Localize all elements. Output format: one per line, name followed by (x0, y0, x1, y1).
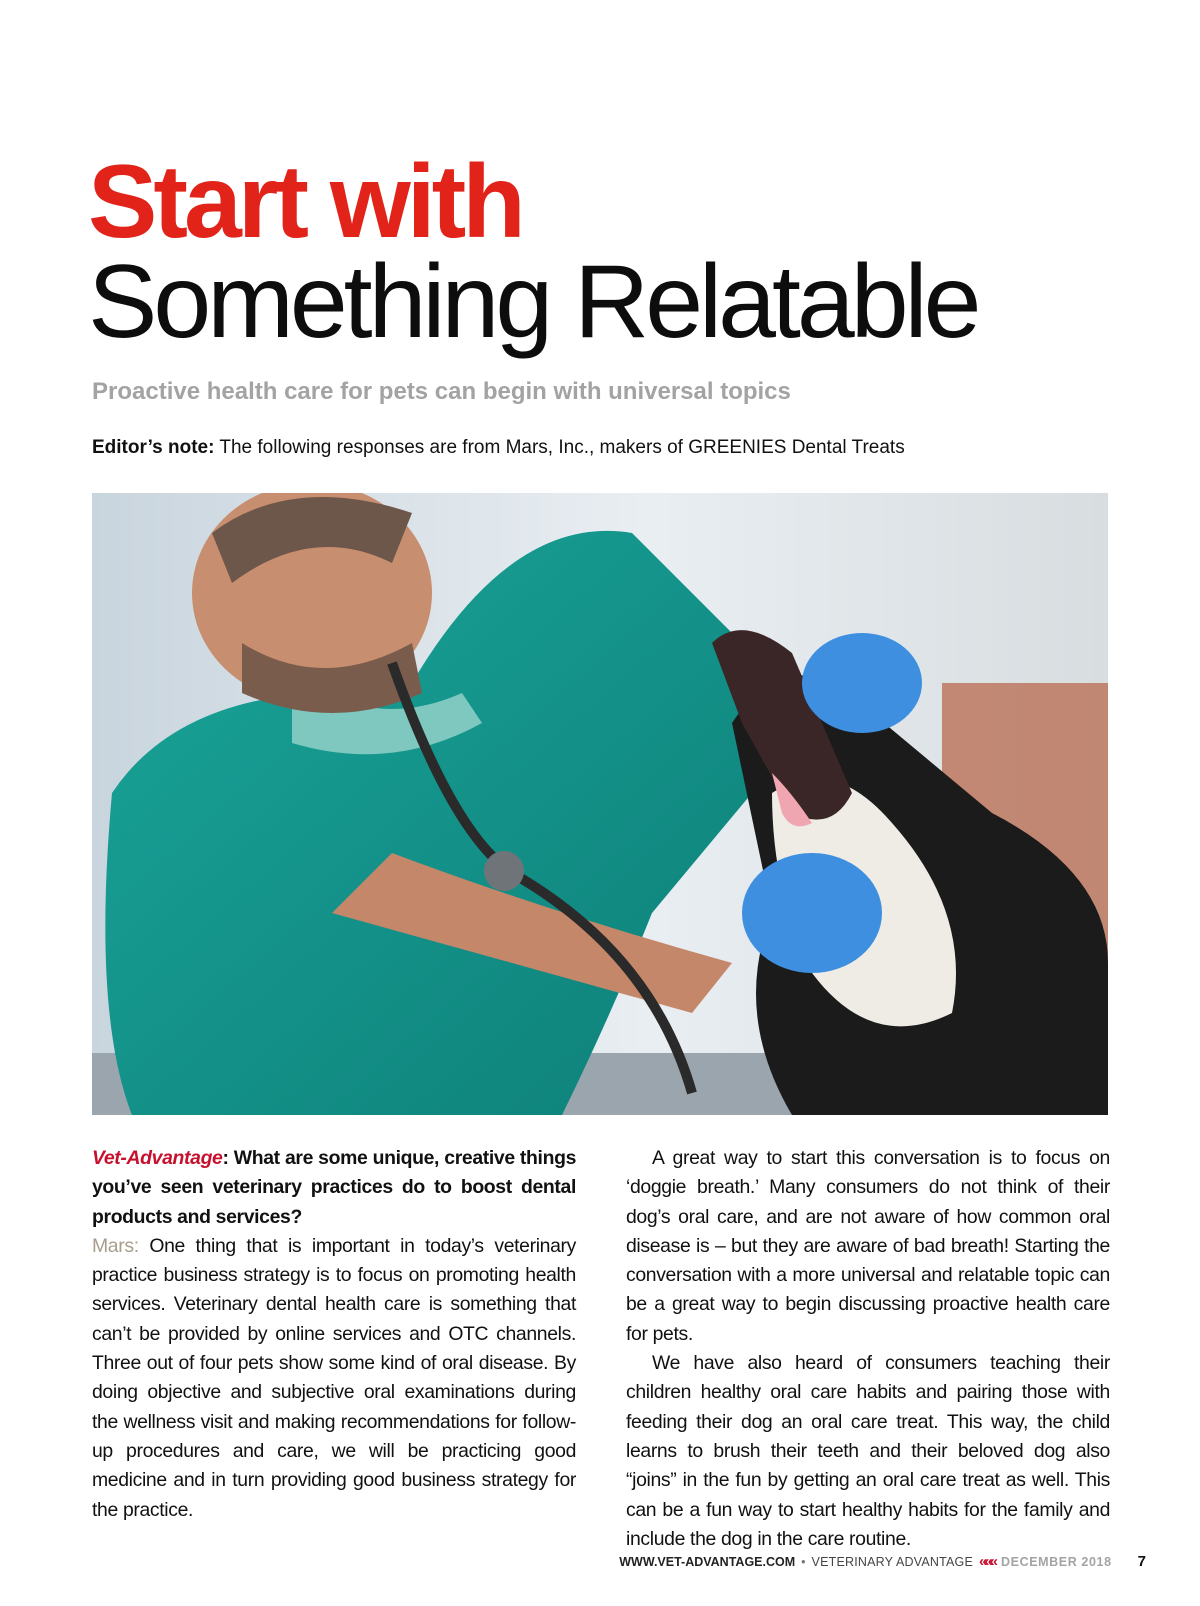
article-paragraph: We have also heard of consumers teaching their children healthy oral care habits and pairing those with feeding their dog an oral care treat. This way, the child learns to brush their teeth and their beloved dog also “joins” in the fun by getting an oral care treat as well. This can be a fun way to start healthy habits for the family and include the dog in the care routine. (626, 1352, 1110, 1550)
feature-photo (92, 493, 1108, 1115)
answer-paragraph (92, 1232, 576, 1525)
chevron-left-icon: ««« (979, 1553, 996, 1570)
article-column-left (92, 1144, 576, 1525)
headline-line-2: Something Relatable (88, 244, 978, 360)
editor-note (92, 437, 905, 459)
footer-publication: VETERINARY ADVANTAGE (811, 1554, 973, 1569)
editor-note-text: The following responses are from Mars, Inc., makers of GREENIES Dental Treats (214, 437, 905, 458)
page-number: 7 (1137, 1553, 1146, 1570)
footer-separator: • (801, 1554, 806, 1569)
question-paragraph (92, 1144, 576, 1232)
headline (88, 144, 978, 360)
page-footer (619, 1553, 1146, 1570)
vet-examining-dog-photo (92, 493, 1108, 1115)
headline-line-1: Start with (88, 144, 522, 260)
deck-subtitle: Proactive health care for pets can begin with universal topics (92, 378, 791, 405)
answer-text: One thing that is important in today’s veterinary practice business strategy is to focus on promoting health services. Veterinary dental health care is something that can’t be provided by online services and OTC channels. Three out of four pets show some kind of oral disease. By doing objective and subjective oral examinations during the wellness visit and making recommendations for follow-up procedures and care, we will be practicing good medicine and in turn providing good business strategy for the practice. (92, 1234, 576, 1521)
footer-url: WWW.VET-ADVANTAGE.COM (619, 1554, 796, 1569)
question-text: What are some unique, creative things you’ve seen veterinary practices do to boost dental products and services? (92, 1147, 576, 1228)
question-colon: : (222, 1147, 229, 1169)
article-column-right (626, 1144, 1110, 1554)
footer-date: DECEMBER 2018 (1001, 1554, 1112, 1569)
article-paragraph: A great way to start this conversation is to focus on ‘doggie breath.’ Many consumers do not think of their dog’s oral care, and are not aware of how common oral disease is – but they are aware of bad breath! Starting the conversation with a more universal and relatable topic can be a great way to begin discussing proactive health care for pets. (626, 1147, 1110, 1345)
answer-label: Mars: (92, 1234, 139, 1257)
question-label: Vet-Advantage (92, 1147, 223, 1169)
editor-note-label: Editor’s note: (92, 437, 215, 458)
